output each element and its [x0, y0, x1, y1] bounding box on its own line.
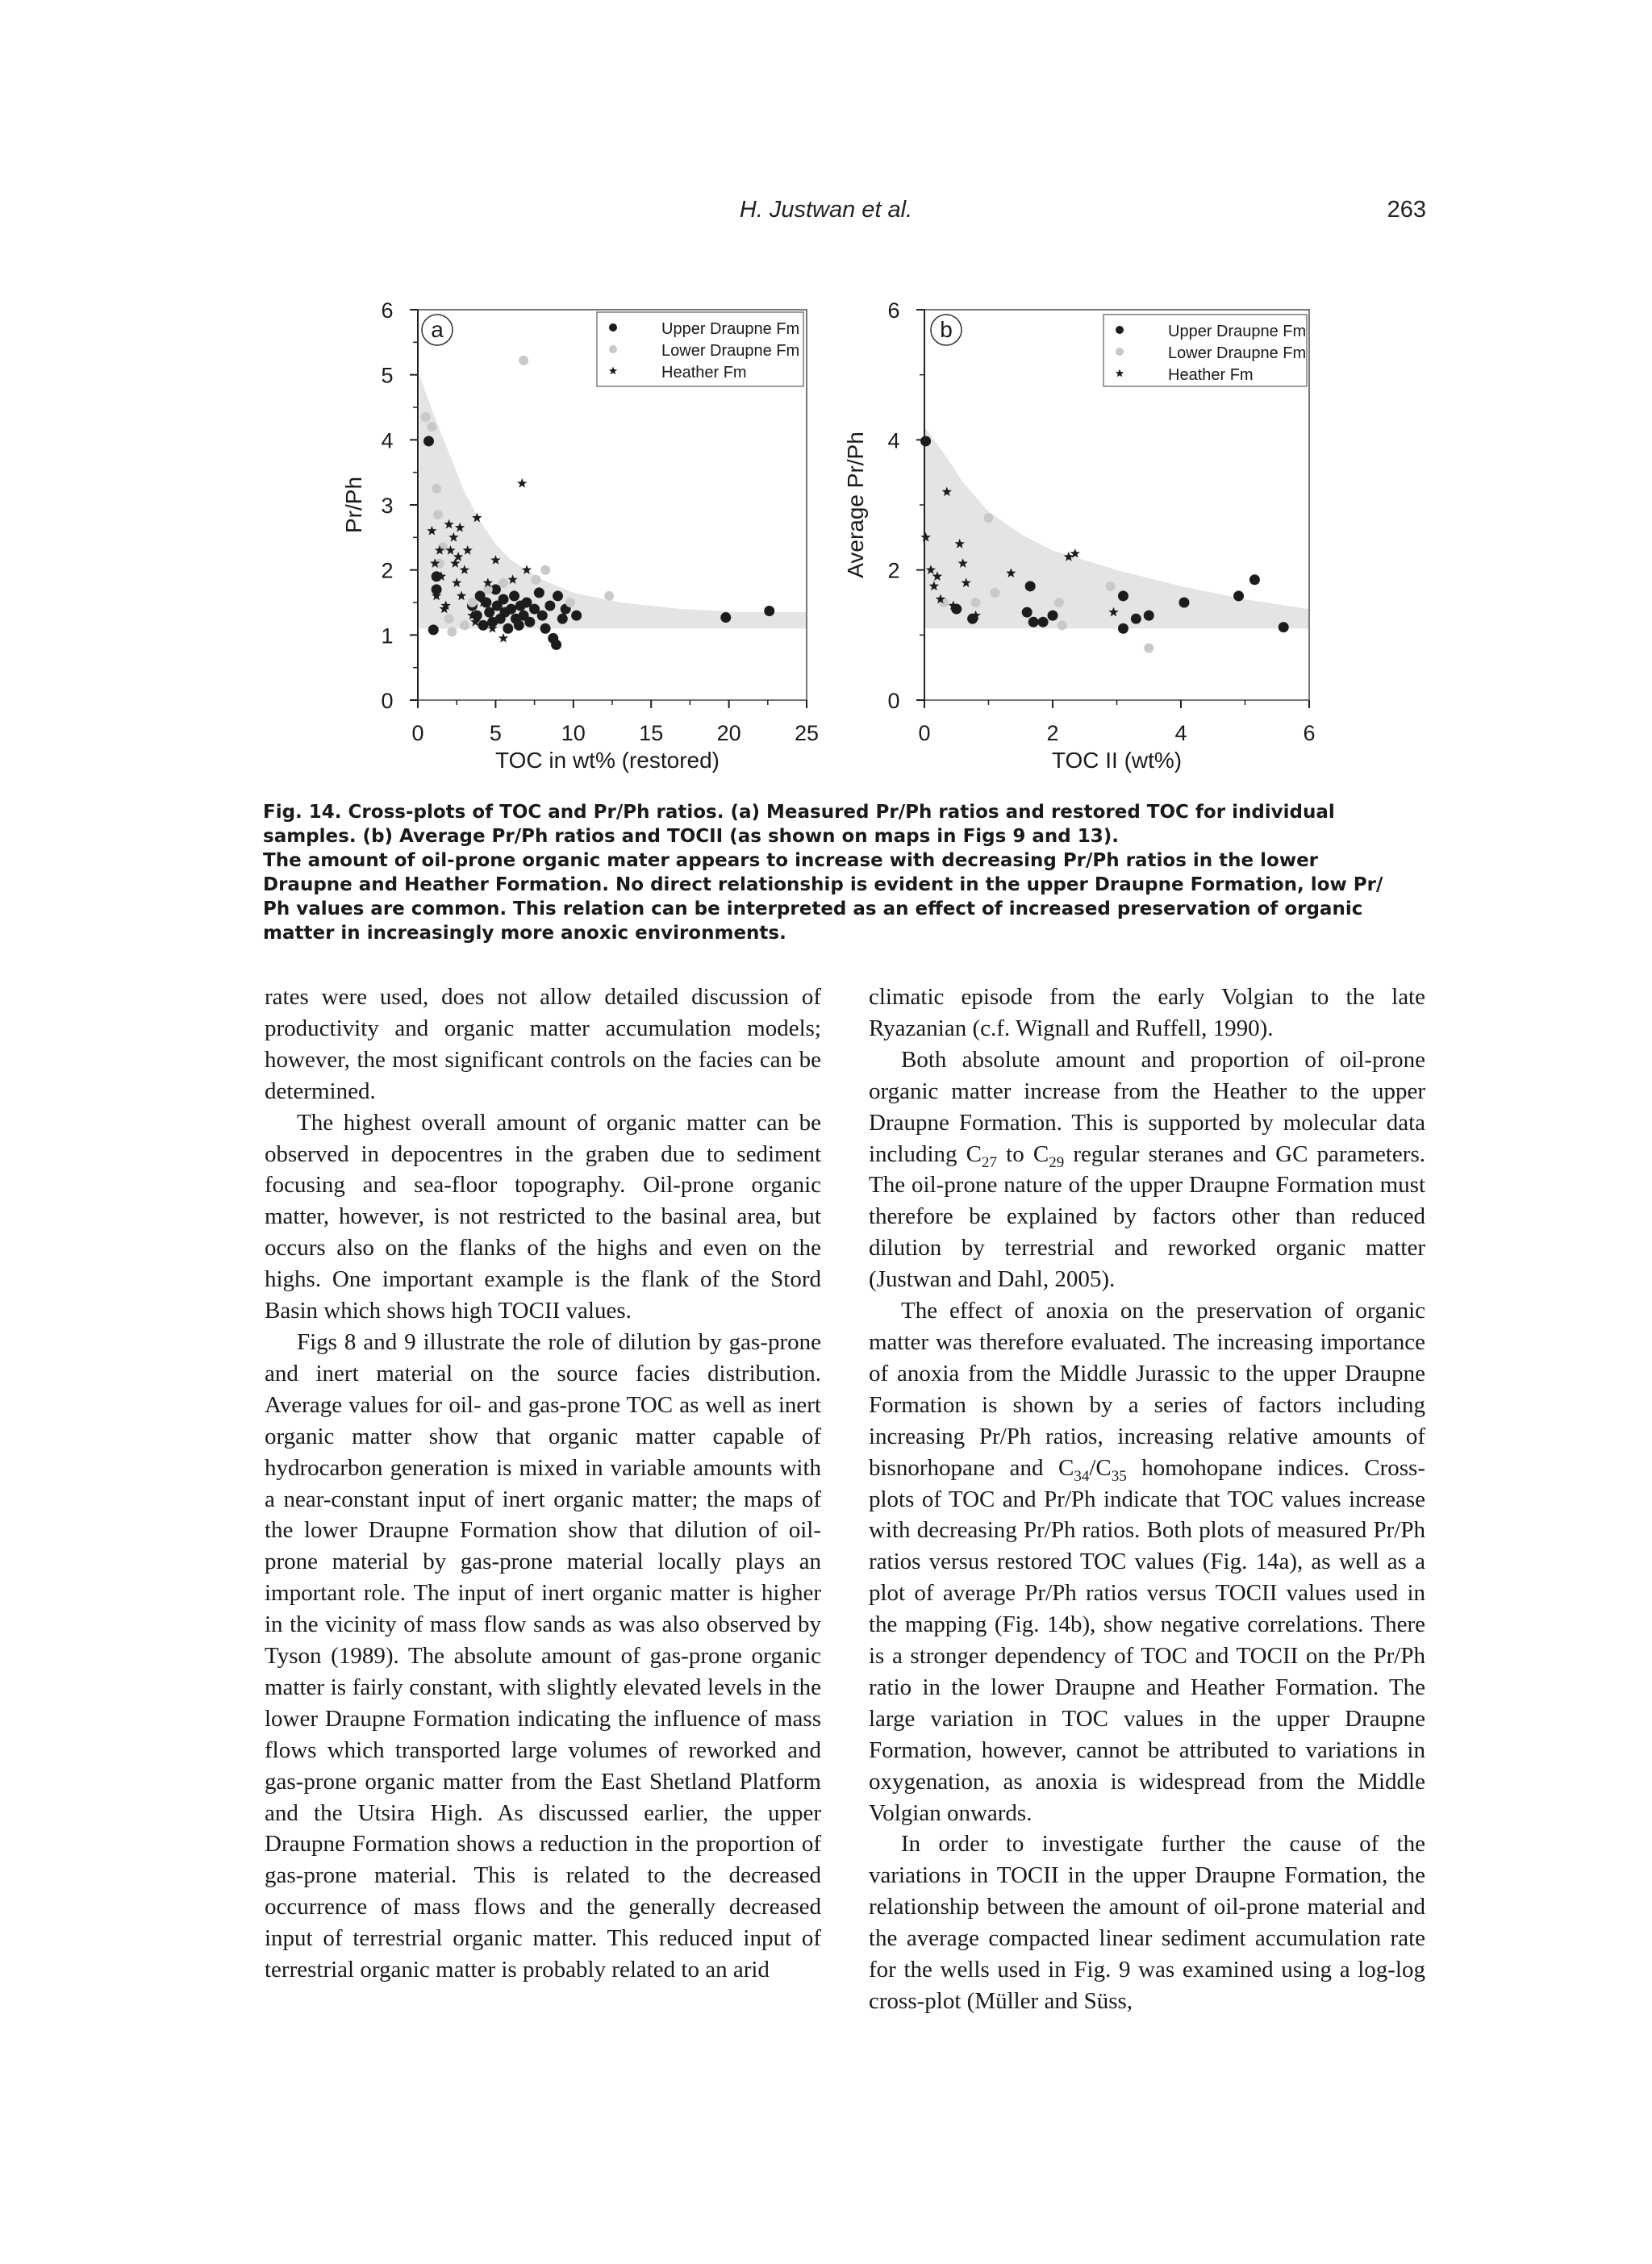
page-number: 263 [1387, 197, 1426, 223]
data-point-lower-draupne [432, 484, 441, 494]
data-point-upper-draupne [1028, 617, 1039, 627]
caption-line: Ph values are common. This relation can be interpreted as an effect of increased preservation of organic [263, 899, 1363, 919]
x-tick-label: 2 [1046, 721, 1059, 745]
caption-line: The amount of oil-prone organic mater appears to increase with decreasing Pr/Ph ratios in the lower [263, 850, 1319, 871]
data-point-upper-draupne [920, 436, 931, 446]
legend-label: Lower Draupne Fm [661, 342, 800, 360]
x-tick-label: 0 [411, 721, 424, 745]
data-point-upper-draupne [764, 606, 774, 616]
data-point-upper-draupne [1279, 622, 1289, 632]
running-header-author: H. Justwan et al. [739, 197, 913, 223]
data-point-upper-draupne [478, 620, 488, 631]
paragraph: The highest overall amount of organic matter can be observed in depocentres in the graben due to sediment focusing and sea-floor topography. Oil-prone organic matter, however, is not restricted to the basinal area, but occurs also on the flanks of the highs and even on the highs. One important example is the flank of the Stord Basin which shows high TOCII values. [265, 1109, 821, 1324]
y-tick-label: 5 [381, 363, 394, 388]
legend-marker-lower-draupne [609, 345, 617, 353]
caption-line: Draupne and Heather Formation. No direct relationship is evident in the upper Draupne Formation, low Pr/ [263, 874, 1383, 895]
data-point-upper-draupne [1249, 574, 1260, 585]
text-run: The effect of anoxia on the preservation of organic matter was therefore evaluated. The increasing importance of anoxia from the Middle Jurassic to the upper Draupne Formation is shown by a series of factors including increasing Pr/Ph ratios, increasing relative amounts of bisnorhopane and C [869, 1298, 1425, 1481]
x-tick-label: 15 [639, 721, 664, 745]
data-point-lower-draupne [1106, 582, 1116, 591]
envelope-band [924, 427, 1309, 628]
y-tick-label: 4 [381, 428, 394, 453]
text-run: /C [1089, 1454, 1112, 1481]
data-point-lower-draupne [427, 422, 436, 432]
x-tick-label: 25 [794, 721, 820, 745]
legend-label: Lower Draupne Fm [1168, 344, 1307, 362]
paragraph: rates were used, does not allow detailed discussion of productivity and organic matter accumulation models; however, the most significant controls on the facies can be determined. [265, 984, 821, 1104]
data-point-upper-draupne [557, 614, 568, 624]
body-column-left [265, 982, 821, 1986]
y-tick-label: 2 [381, 558, 394, 583]
data-point-lower-draupne [532, 575, 541, 585]
text-run: homohopane indices. Cross-plots of TOC and Pr/Ph indicate that TOC values increase with decreasing Pr/Ph ratios. Both plots of measured Pr/Ph ratios versus restored TOC values (Fig. 14a), as well as a plot of average Pr/Ph ratios versus TOCII values used in the mapping (Fig. 14b), show negative correlations. There is a stronger dependency of TOC and TOCII on the Pr/Ph ratio in the lower Draupne and Heather Formation. The large variation in TOC values in the upper Draupne Formation, however, cannot be attributed to variations in oxygenation, as anoxia is widespread from the Middle Volgian onwards. [869, 1454, 1425, 1826]
data-point-lower-draupne [1058, 620, 1067, 630]
data-point-upper-draupne [514, 620, 524, 631]
figure-14 [0, 0, 1652, 790]
data-point-lower-draupne [990, 588, 999, 598]
data-point-lower-draupne [483, 585, 493, 594]
data-point-upper-draupne [499, 594, 509, 604]
x-tick-label: 4 [1174, 721, 1187, 745]
legend-label: Heather Fm [661, 364, 747, 382]
figure-caption [263, 800, 1425, 945]
data-point-upper-draupne [537, 611, 548, 621]
data-point-upper-draupne [1025, 581, 1036, 591]
data-point-upper-draupne [551, 640, 561, 650]
data-point-upper-draupne [423, 436, 434, 446]
caption-line: samples. (b) Average Pr/Ph ratios and TOCII (as shown on maps in Figs 9 and 13). [263, 826, 1119, 847]
data-point-lower-draupne [421, 412, 431, 422]
legend-label: Heather Fm [1168, 366, 1254, 384]
x-tick-label: 0 [918, 721, 931, 745]
data-point-upper-draupne [1179, 598, 1189, 608]
chart-panel-a [341, 298, 819, 773]
data-point-lower-draupne [499, 578, 508, 588]
legend-marker-upper-draupne [609, 323, 617, 331]
x-tick-label: 10 [561, 721, 586, 745]
paragraph [869, 1295, 1425, 1828]
data-point-lower-draupne [447, 627, 457, 636]
y-tick-label: 6 [381, 298, 394, 323]
caption-line: matter in increasingly more anoxic environments. [263, 923, 786, 944]
data-point-upper-draupne [524, 617, 535, 627]
data-point-upper-draupne [506, 604, 516, 615]
data-point-lower-draupne [460, 620, 469, 630]
y-tick-label: 3 [381, 494, 394, 518]
y-axis-label: Average Pr/Ph [843, 432, 868, 578]
legend-label: Upper Draupne Fm [1168, 323, 1307, 340]
data-point-upper-draupne [509, 590, 519, 601]
y-tick-label: 0 [887, 689, 900, 713]
data-point-upper-draupne [553, 590, 563, 601]
data-point-heather [499, 633, 508, 643]
paragraph: Figs 8 and 9 illustrate the role of dilution by gas-prone and inert material on the source facies distribution. Average values for oil- and gas-prone TOC as well as inert organic matter show that organic matter capable of hydrocarbon generation is mixed in variable amounts with a near-constant input of inert organic matter; the maps of the lower Draupne Formation show that dilution of oil-prone material by gas-prone material locally plays an important role. The input of inert organic matter is higher in the vicinity of mass flow sands as was also observed by Tyson (1989). The absolute amount of gas-prone organic matter is fairly constant, with slightly elevated levels in the lower Draupne Formation indicating the influence of mass flows which transported large volumes of reworked and gas-prone organic matter from the East Shetland Platform and the Utsira High. As discussed earlier, the upper Draupne Formation shows a reduction in the proportion of gas-prone material. This is related to the decreased occurrence of mass flows and the generally decreased input of terrestrial organic matter. This reduced input of terrestrial organic matter is probably related to an arid [265, 1328, 821, 1983]
y-axis-label: Pr/Ph [341, 476, 366, 534]
subscript: 35 [1111, 1467, 1127, 1485]
data-point-upper-draupne [544, 601, 555, 611]
text-run: to C [997, 1140, 1049, 1167]
data-point-lower-draupne [984, 513, 994, 523]
paragraph: In order to investigate further the cause of the variations in TOCII in the upper Draupne Formation, the relationship between the amount of oil-prone material and the average compacted linear sediment accumulation rate for the wells used in Fig. 9 was examined using a log-log cross-plot (Müller and Süss, [869, 1831, 1425, 2014]
data-point-lower-draupne [1054, 598, 1064, 607]
text-run: Both absolute amount and proportion of oil-prone organic matter increase from the Heather to the upper Draupne Formation. This is supported by molecular data including C [869, 1046, 1425, 1167]
legend-marker-lower-draupne [1116, 348, 1124, 356]
x-tick-label: 5 [489, 721, 502, 745]
data-point-upper-draupne [1038, 617, 1049, 627]
y-tick-label: 6 [887, 298, 900, 323]
data-point-upper-draupne [1118, 590, 1128, 601]
data-point-upper-draupne [720, 612, 731, 623]
x-axis-label: TOC in wt% (restored) [495, 748, 720, 773]
data-point-upper-draupne [571, 611, 582, 621]
legend-label: Upper Draupne Fm [661, 320, 800, 338]
data-point-upper-draupne [1233, 590, 1244, 601]
data-point-upper-draupne [534, 587, 544, 598]
y-tick-label: 0 [381, 689, 394, 713]
x-tick-label: 6 [1303, 721, 1316, 745]
subscript: 29 [1049, 1153, 1065, 1171]
subscript: 34 [1074, 1467, 1090, 1485]
data-point-upper-draupne [1131, 614, 1141, 624]
text-run: regular steranes and GC parameters. The oil-prone nature of the upper Draupne Formation must therefore be explained by factors other than reduced dilution by terrestrial and reworked organic matter (Justwan and Dahl, 2005). [869, 1140, 1425, 1293]
data-point-lower-draupne [433, 510, 443, 519]
data-point-upper-draupne [503, 623, 513, 634]
data-point-upper-draupne [1022, 607, 1032, 618]
data-point-heather [517, 478, 527, 488]
data-point-lower-draupne [1144, 643, 1153, 653]
x-axis-label: TOC II (wt%) [1051, 748, 1183, 773]
paragraph [869, 1044, 1425, 1295]
chart-panel-b [843, 298, 1316, 773]
subscript: 27 [982, 1153, 998, 1171]
data-point-upper-draupne [1048, 611, 1058, 621]
legend-marker-upper-draupne [1116, 326, 1124, 334]
data-point-lower-draupne [519, 356, 528, 365]
data-point-lower-draupne [540, 565, 550, 575]
data-point-lower-draupne [971, 598, 981, 607]
panel-label: a [431, 317, 444, 342]
panel-label: b [940, 317, 953, 342]
data-point-lower-draupne [467, 598, 477, 607]
data-point-upper-draupne [428, 624, 439, 635]
y-tick-label: 1 [381, 623, 394, 648]
data-point-upper-draupne [1144, 611, 1154, 621]
data-point-upper-draupne [540, 623, 551, 634]
paragraph: climatic episode from the early Volgian to the late Ryazanian (c.f. Wignall and Ruffell, 1990). [869, 984, 1425, 1041]
body-column-right [869, 982, 1425, 2017]
y-tick-label: 2 [887, 558, 900, 583]
data-point-upper-draupne [1118, 623, 1128, 634]
data-point-lower-draupne [604, 591, 614, 601]
x-tick-label: 20 [716, 721, 741, 745]
data-point-lower-draupne [565, 598, 575, 607]
caption-line: Fig. 14. Cross-plots of TOC and Pr/Ph ratios. (a) Measured Pr/Ph ratios and restored TOC for individual [263, 802, 1335, 823]
envelope-band [419, 375, 807, 629]
y-tick-label: 4 [887, 428, 900, 453]
data-point-lower-draupne [444, 614, 454, 623]
